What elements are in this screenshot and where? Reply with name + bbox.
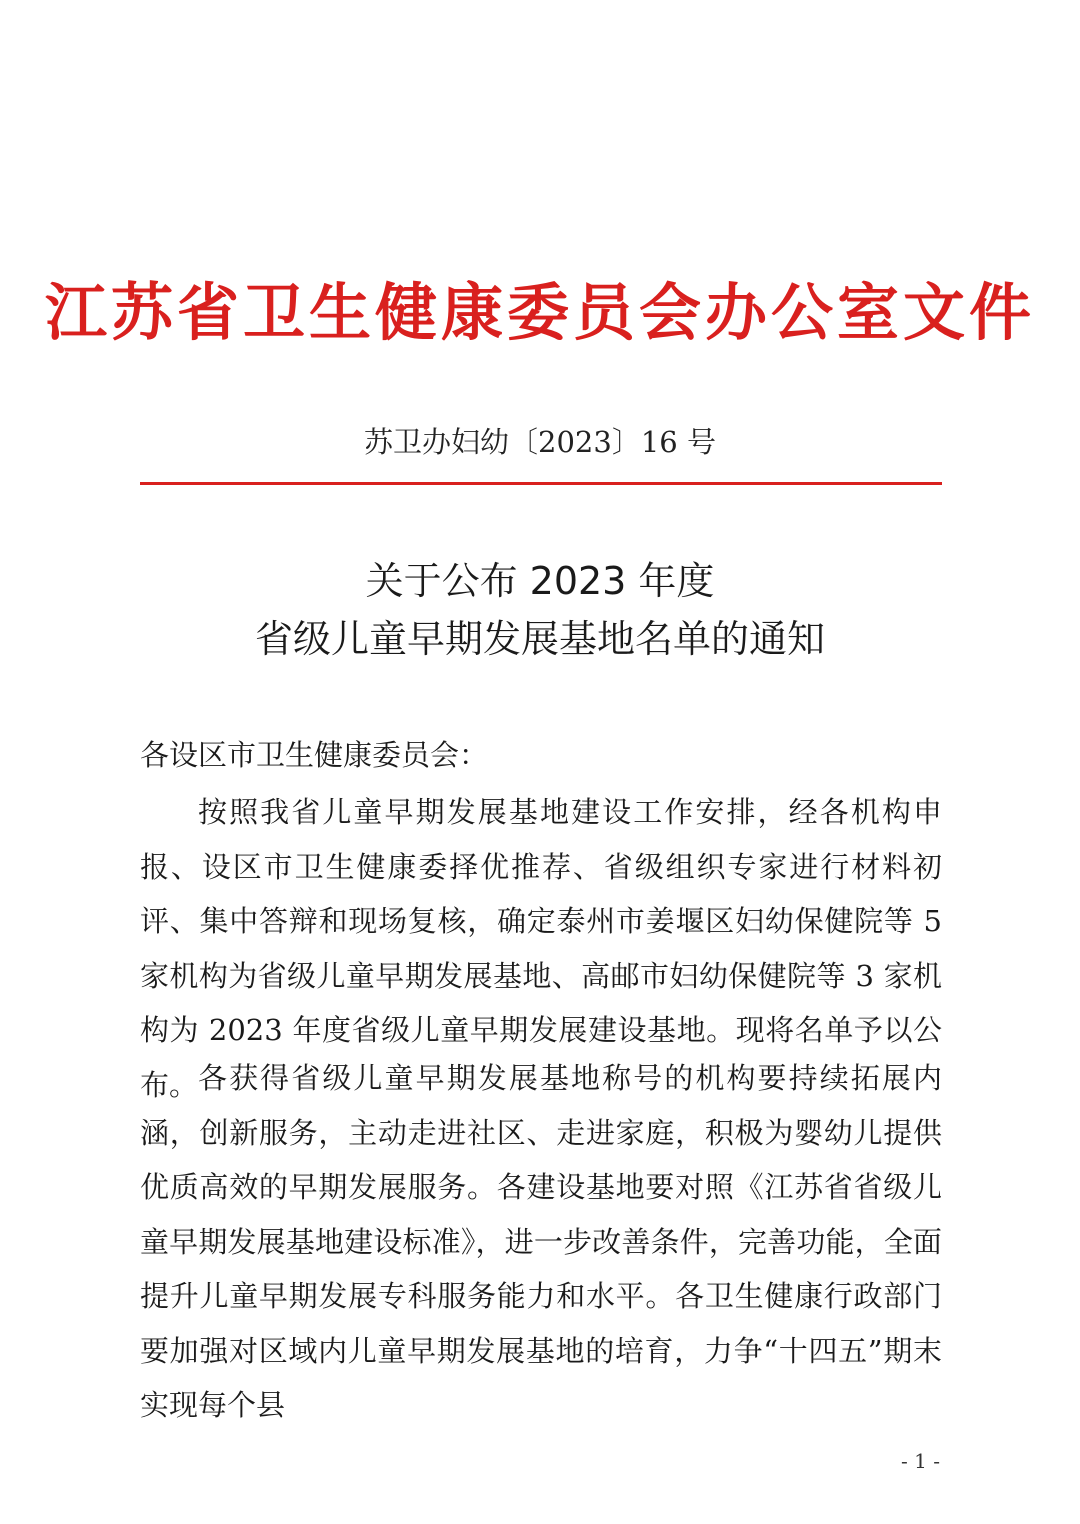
document-header-title: 江苏省卫生健康委员会办公室文件 [44,276,1035,349]
salutation: 各设区市卫生健康委员会： [140,738,489,772]
notice-title-line-1: 关于公布 2023 年度 [365,559,715,603]
body-paragraph-2: 各获得省级儿童早期发展基地称号的机构要持续拓展内涵，创新服务，主动走进社区、走进家庭，积极为婴幼儿提供优质高效的早期发展服务。各建设基地要对照《江苏省省级儿童早期发展基地建设标准》，进一步改善条件，完善功能，全面提升儿童早期发展专科服务能力和水平。各卫生健康行政部门要加强对区域内儿童早期发展基地的培育，力争“十四五”期末实现每个县 [140,1061,942,1422]
page-number: - 1 - [901,1449,940,1473]
document-number: 苏卫办妇幼〔2023〕16 号 [364,425,716,459]
notice-title-line-2: 省级儿童早期发展基地名单的通知 [254,617,825,661]
body-paragraph-1: 按照我省儿童早期发展基地建设工作安排，经各机构申报、设区市卫生健康委择优推荐、省级组织专家进行材料初评、集中答辩和现场复核，确定泰州市姜堰区妇幼保健院等 5 家机构为省级儿童早期发展基地、高邮市妇幼保健院等 3 家机构为 2023 年度省级儿童早期发展建设基地。现将名单予以公布。 [140,795,942,1102]
header-red-divider [140,482,942,485]
